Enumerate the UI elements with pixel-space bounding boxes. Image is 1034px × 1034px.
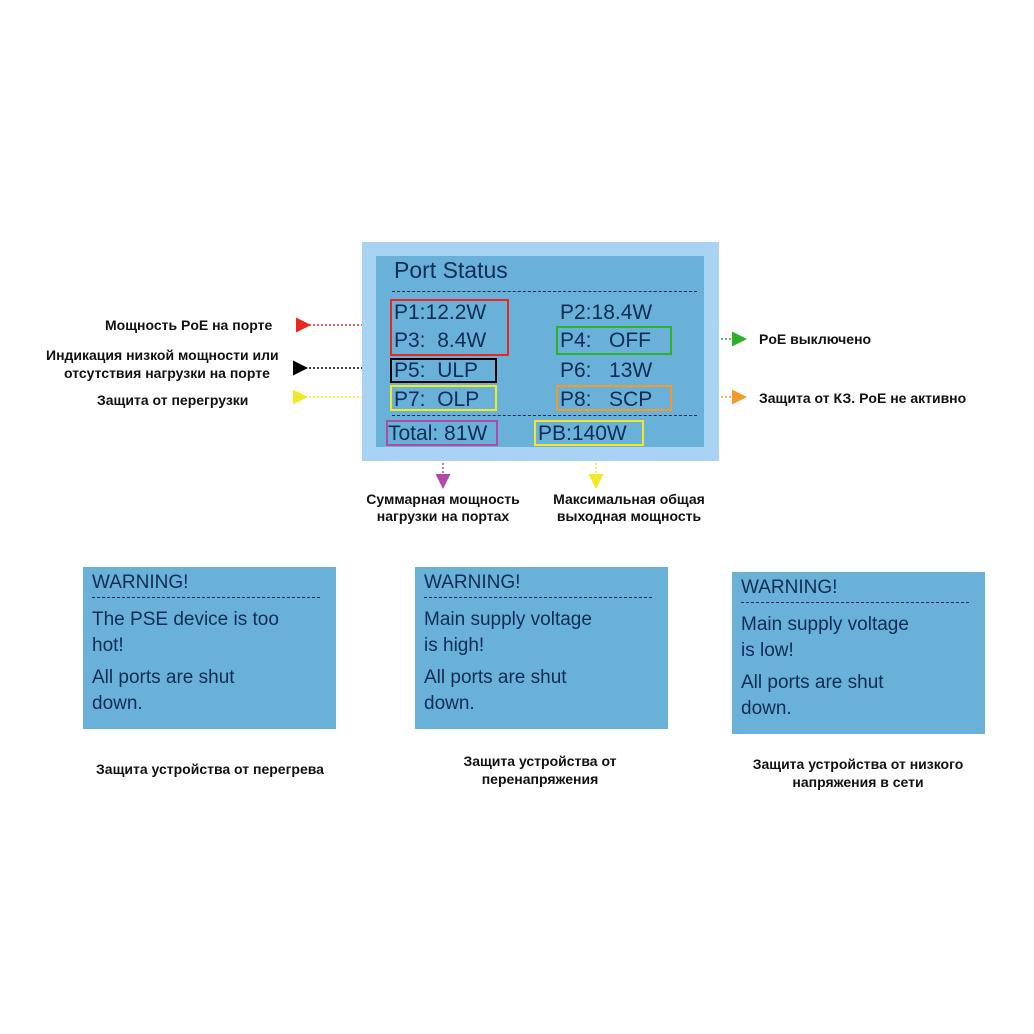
highlight-box-yellow <box>390 385 497 411</box>
port-p5-value: P5: ULP <box>394 359 479 382</box>
label-low-power-2: отсутствия нагрузки на порте <box>64 365 270 381</box>
port-p3-value: P3: 8.4W <box>394 329 487 352</box>
warning-line: down. <box>741 698 792 719</box>
warning-title: WARNING! <box>424 572 521 593</box>
highlight-box-yellow-pb <box>534 420 644 446</box>
port-p4-value: P4: OFF <box>560 329 652 352</box>
warning-line: Main supply voltage <box>741 614 909 635</box>
warning-line: is high! <box>424 635 485 656</box>
port-status-title: Port Status <box>394 257 508 283</box>
warning-title: WARNING! <box>92 572 189 593</box>
warning-line: hot! <box>92 635 124 656</box>
warning-panel-low-voltage <box>732 572 985 734</box>
highlight-box-orange <box>556 385 672 411</box>
divider <box>392 415 697 416</box>
warning-line: down. <box>92 693 143 714</box>
highlight-box-purple <box>386 420 498 446</box>
caption-high-voltage-2: перенапряжения <box>481 771 599 787</box>
warning-line: is low! <box>741 640 794 661</box>
divider <box>392 291 697 292</box>
port-p1-value: P1:12.2W <box>394 301 487 324</box>
port-p8-value: P8: SCP <box>560 388 653 411</box>
caption-high-voltage-1: Защита устройства от <box>463 753 617 769</box>
port-p7-value: P7: OLP <box>394 388 480 411</box>
label-total-2: нагрузки на портах <box>376 508 510 524</box>
warning-line: All ports are shut <box>424 667 567 688</box>
warning-line: down. <box>424 693 475 714</box>
port-p2-value: P2:18.4W <box>560 301 653 324</box>
port-p6-value: P6: 13W <box>560 359 653 382</box>
caption-overheat: Защита устройства от перегрева <box>96 761 324 777</box>
port-status-screen <box>376 256 704 447</box>
total-power-value: Total: 81W <box>388 422 488 445</box>
label-low-power-1: Индикация низкой мощности или <box>46 347 279 363</box>
power-budget-value: PB:140W <box>538 422 627 445</box>
warning-panel-overheat <box>83 567 336 729</box>
divider <box>424 597 652 598</box>
divider <box>741 602 969 603</box>
label-total-1: Суммарная мощность <box>366 491 520 507</box>
label-poe-off: PoE выключено <box>759 331 872 347</box>
label-budget-1: Максимальная общая <box>553 491 705 507</box>
warning-line: All ports are shut <box>741 672 884 693</box>
caption-low-voltage-1: Защита устройства от низкого <box>752 756 964 772</box>
divider <box>92 597 320 598</box>
port-status-panel <box>362 242 719 461</box>
warning-line: All ports are shut <box>92 667 235 688</box>
highlight-box-red <box>390 299 509 356</box>
label-poe-port-power: Мощность PoE на порте <box>105 317 273 333</box>
warning-line: The PSE device is too <box>92 609 279 630</box>
highlight-box-black <box>390 358 497 383</box>
label-overload: Защита от перегрузки <box>97 392 249 408</box>
caption-low-voltage-2: напряжения в сети <box>792 774 924 790</box>
warning-title: WARNING! <box>741 577 838 598</box>
highlight-box-green <box>556 326 672 355</box>
warning-line: Main supply voltage <box>424 609 592 630</box>
label-budget-2: выходная мощность <box>556 508 702 524</box>
label-short-circuit: Защита от КЗ. PoE не активно <box>759 390 967 406</box>
warning-panel-high-voltage <box>415 567 668 729</box>
